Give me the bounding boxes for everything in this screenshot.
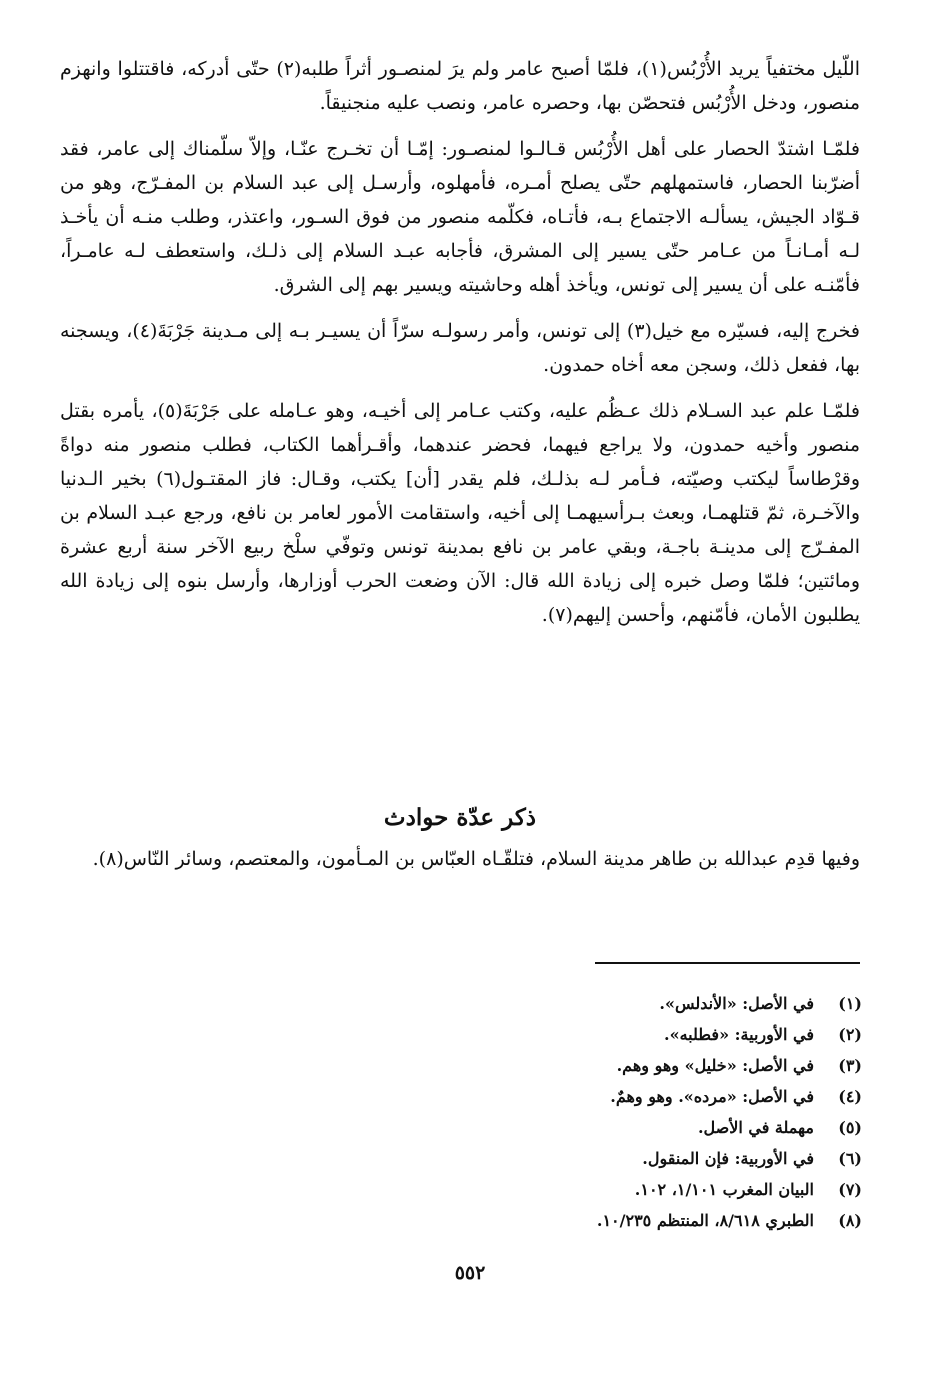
section-heading: ذكر عدّة حوادث [383,804,537,831]
footnote-item [60,1081,862,1112]
footnote-item [60,988,862,1019]
footnote-number: (٥) [838,1118,862,1137]
footnote-text: في الأوربية: فإن المنقول. [642,1149,814,1168]
footnote-number: (١) [838,994,862,1013]
footnotes [60,988,862,1236]
footnote-number: (٧) [838,1180,862,1199]
footnote-number: (٣) [838,1056,862,1075]
main-text [60,52,860,644]
section-paragraph: وفيها قدِم عبدالله بن طاهر مدينة السلام، فتلقّـاه العبّاس بن المـأمون، والمعتصم، وسائر النّاس(٨). [92,848,860,870]
footnote-text: في الأصل: «الأندلس». [659,994,814,1013]
footnote-number: (٢) [838,1025,862,1044]
footnote-number: (٦) [838,1149,862,1168]
footnote-divider [595,962,860,964]
footnote-text: البيان المغرب ١/١٠١، ١٠٢. [634,1180,814,1199]
page-number: ٥٥٢ [454,1262,486,1284]
paragraph-2: فلمّـا اشتدّ الحصار على أهل الأُرْبُس قـالـوا لمنصـور: إمّـا أن تخـرج عنّـا، وإلاّ سلّمناك إلى عامر، فقد أضرّبنا الحصار، فاستمهلهم حتّى يصلح أمـره، فأمهلوه، وأرسـل إلى عبد السلام بن المفـرّج، وهو من قـوّاد الجيش، يسألـه الاجتماع بـه، فأتـاه، فكلّمه منصور من فوق السـور، واعتذر، وطلب منـه أن يأخـذ لـه أمـانـاً من عـامر حتّى يسير إلى المشرق، فأجابه عبـد السلام إلى ذلـك، واستعطف لـه عامـراً، فأمّنـه على أن يسير إلى تونس، ويأخذ أهله وحاشيته ويسير بهم إلى الشرق. [60,138,860,296]
footnote-text: في الأصل: «خليل» وهو وهم. [616,1056,814,1075]
section-text [60,842,860,876]
footnote-item [60,1112,862,1143]
footnote-text: في الأوربية: «فطلبه». [664,1025,814,1044]
footnote-number: (٤) [838,1087,862,1106]
footnote-item [60,1050,862,1081]
footnote-number: (٨) [838,1211,862,1230]
paragraph-1: اللّيل مختفياً يريد الأُرْبُس(١)، فلمّا أصبح عامر ولم يرَ لمنصـور أثراً طلبه(٢) حتّى أدركه، فاقتتلوا وانهزم منصور، ودخل الأُرْبُس فتحصّن بها، وحصره عامر، ونصب عليه منجنيقاً. [60,58,860,114]
footnote-item [60,1143,862,1174]
footnote-text: في الأصل: «مرده». وهو وهمٌ. [610,1087,814,1106]
paragraph-3: فخرج إليه، فسيّره مع خيل(٣) إلى تونس، وأمر رسولـه سرّاً أن يسيـر بـه إلى مـدينة جَرْبَةَ(٤)، ويسجنه بها، ففعل ذلك، وسجن معه أخاه حمدون. [60,320,860,376]
footnote-item [60,1019,862,1050]
paragraph-4: فلمّـا علم عبد السـلام ذلك عـظُم عليه، وكتب عـامر إلى أخيـه، وهو عـامله على جَرْبَةَ(٥)، يأمره بقتل منصور وأخيه حمدون، ولا يراجع فيهما، فحضر عندهما، وأقـرأهما الكتاب، فطلب منصور منه دواةً وقرْطاساً ليكتب وصيّته، فـأمر لـه بذلـك، فلم يقدر [أن] يكتب، وقـال: فاز المقتـول(٦) بخير الـدنيا والآخـرة، ثمّ قتلهمـا، وبعث بـرأسيهمـا إلى أخيه، واستقامت الأمور لعامر بن نافع، ورجع عبـد السلام بن المفـرّج إلى مدينـة باجـة، وبقي عامر بن نافع بمدينة تونس وتوفّي سلْخ ربيع الآخر سنة أربع عشرة ومائتين؛ فلمّا وصل خبره إلى زيادة الله قال: الآن وضعت الحرب أوزارها، وأرسل بنوه إلى زيادة الله يطلبون الأمان، فأمّنهم، وأحسن إليهم(٧). [60,400,860,626]
footnote-item [60,1174,862,1205]
footnote-text: الطبري ٨/٦١٨، المنتظم ١٠/٢٣٥. [596,1211,814,1230]
footnote-item [60,1205,862,1236]
footnote-text: مهملة في الأصل. [697,1118,814,1137]
